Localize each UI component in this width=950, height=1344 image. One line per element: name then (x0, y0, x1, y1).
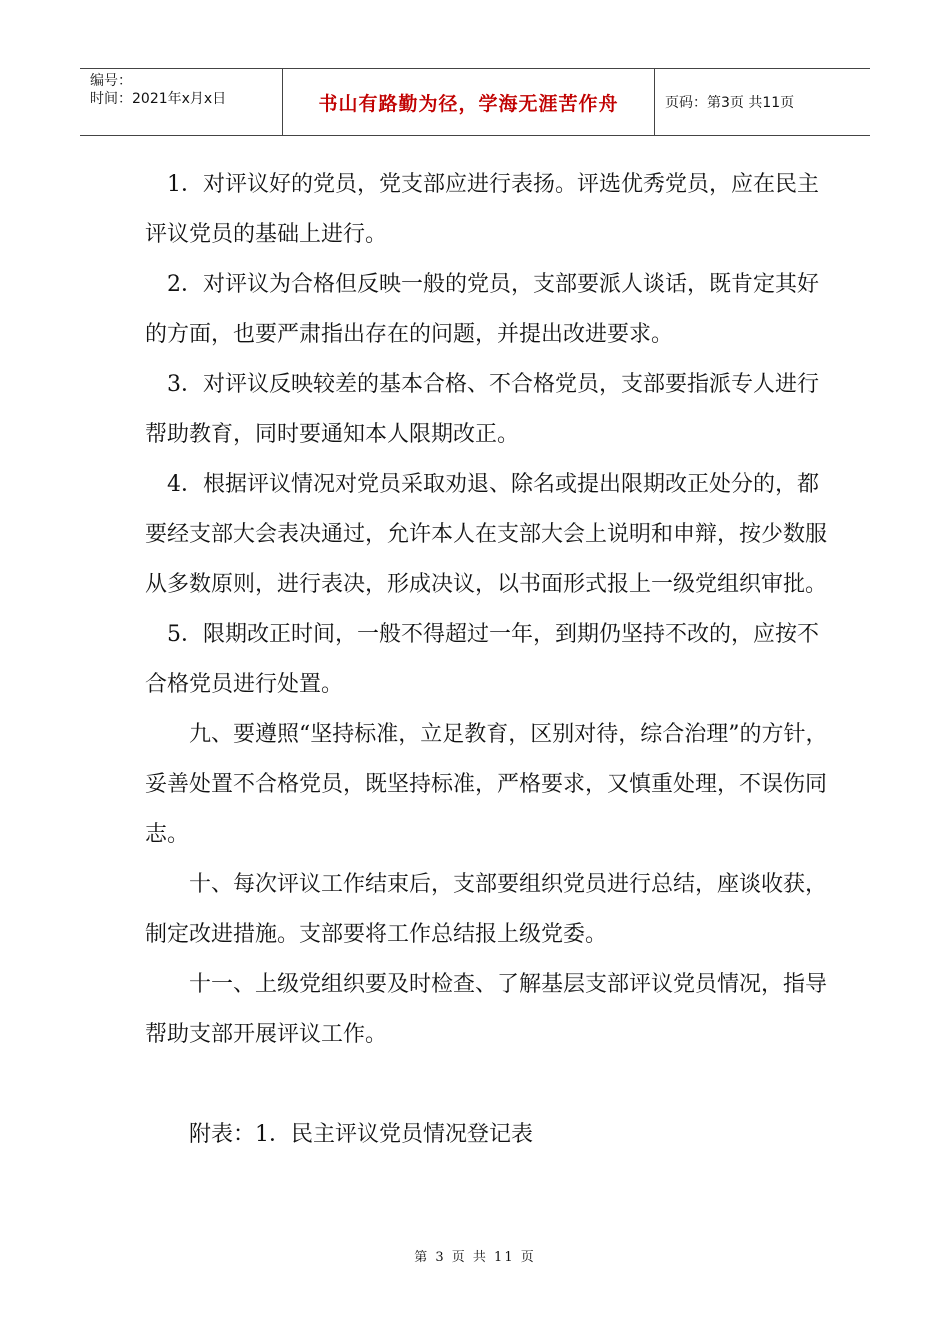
header-page-info: 页码：第3页 共11页 (665, 95, 795, 111)
paragraph-item-4: 4．根据评议情况对党员采取劝退、除名或提出限期改正处分的，都要经支部大会表决通过，允许本人在支部大会上说明和申辩，按少数服从多数原则，进行表决，形成决议，以书面形式报上一级党组织审批。 (145, 472, 828, 597)
document-date: 时间：2021年x月x日 (90, 91, 227, 107)
paragraph-section-10: 十、每次评议工作结束后，支部要组织党员进行总结，座谈收获，制定改进措施。支部要将工作总结报上级党委。 (145, 872, 828, 947)
page-footer: 第 3 页 共 11 页 (414, 1250, 536, 1265)
document-header (80, 68, 870, 136)
document-body (145, 160, 835, 1160)
header-motto: 书山有路勤为径，学海无涯苦作舟 (283, 69, 655, 135)
paragraph-section-9: 九、要遵照“坚持标准，立足教育，区别对待，综合治理”的方针，妥善处置不合格党员，既坚持标准，严格要求，又慎重处理，不误伤同志。 (145, 722, 828, 847)
paragraph-item-2: 2．对评议为合格但反映一般的党员，支部要派人谈话，既肯定其好的方面，也要严肃指出存在的问题，并提出改进要求。 (145, 272, 819, 347)
header-meta (80, 69, 283, 135)
paragraph-item-1: 1．对评议好的党员，党支部应进行表扬。评选优秀党员，应在民主评议党员的基础上进行。 (145, 172, 819, 247)
paragraph-item-5: 5．限期改正时间，一般不得超过一年，到期仍坚持不改的，应按不合格党员进行处置。 (145, 622, 819, 697)
document-number-label: 编号： (90, 73, 132, 89)
paragraph-item-3: 3．对评议反映较差的基本合格、不合格党员，支部要指派专人进行帮助教育，同时要通知本人限期改正。 (145, 372, 819, 447)
appendix-line: 附表：1．民主评议党员情况登记表 (189, 1122, 533, 1147)
paragraph-section-11: 十一、上级党组织要及时检查、了解基层支部评议党员情况，指导帮助支部开展评议工作。 (145, 972, 828, 1047)
